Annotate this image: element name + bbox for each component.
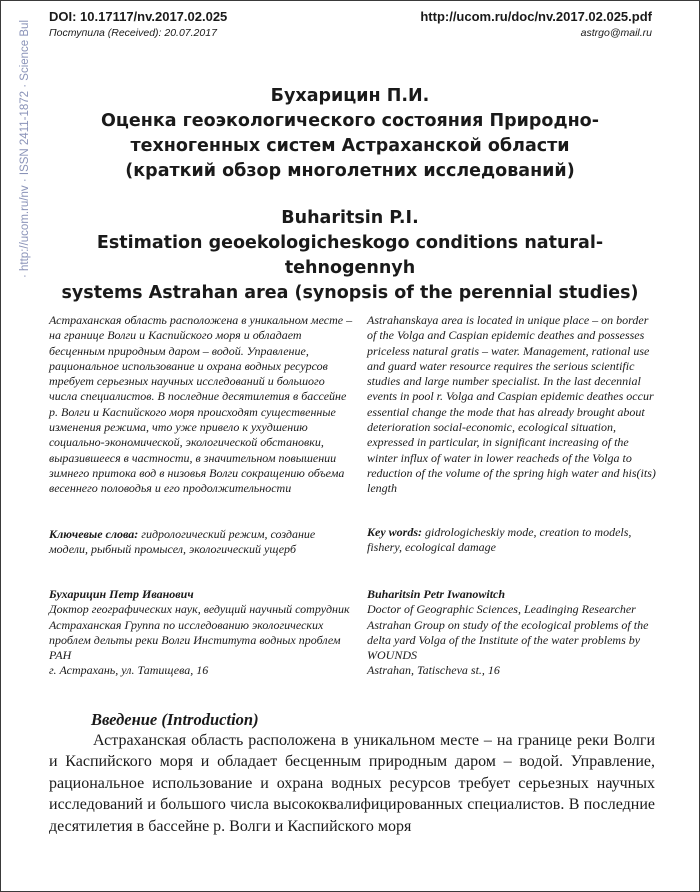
title-ru-line-2: техногенных систем Астраханской области: [130, 136, 570, 156]
pdf-link[interactable]: http://ucom.ru/doc/nv.2017.02.025.pdf: [420, 9, 652, 24]
title-ru-line-1: Оценка геоэкологического состояния Природно-: [101, 111, 599, 131]
introduction-text: Астраханская область расположена в уникальном месте – на границе реки Волги и Каспийского моря и обладает бесценным природным даром – водой. Управление, рациональное использование и охрана водных ресурсов требует серьезных научных исследований и большого числа высококвалифицированных специалистов. В последние десятилетия в бассейне р. Волги и Каспийского моря: [49, 732, 655, 835]
author-info-en: [367, 587, 657, 679]
abstract-ru: Астраханская область расположена в уникальном месте – на границе Волги и Каспийского моря и обладает бесценным природным даром – водой. Управление, рациональное использование и охрана водных ресурсов требует серьезных научных исследований и большого числа специалистов. В последние десятилетия в бассейне р. Волги и Каспийского моря происходят существенные изменения режима, что уже привело к ухудшению социально-экономической, экологической обстановки, выразившееся в частности, в значительном повышении зимнего притока вод в низовья Волги сокращению объема весеннего половодья и его продолжительности: [49, 313, 353, 496]
author-en-heading: Buharitsin P.I.: [281, 208, 419, 228]
keywords-ru-text: гидрологический режим, создание модели, рыбный промысел, экологический ущерб: [49, 527, 316, 557]
author-address-en: Astrahan, Tatischeva st., 16: [367, 663, 500, 678]
author-ru-heading: Бухарицин П.И.: [270, 86, 430, 106]
side-banner: [14, 4, 36, 294]
author-info-ru: [49, 587, 355, 679]
author-org-en: Astrahan Group on study of the ecological problems of the delta yard Volga of the Institute of the water problems by WOUNDS: [367, 617, 649, 663]
keywords-ru: [49, 527, 355, 558]
author-email[interactable]: astrgo@mail.ru: [580, 27, 652, 39]
author-degree-ru: Доктор географических наук, ведущий научный сотрудник: [49, 602, 350, 617]
received-date: Поступила (Received): 20.07.2017: [49, 27, 217, 39]
author-name-en: Buharitsin Petr Iwanowitch: [367, 587, 506, 601]
keywords-en-text: gidrologicheskiy mode, creation to models, fishery, ecological damage: [367, 525, 632, 555]
side-banner-text: · http://ucom.ru/nv · ISSN 2411-1872 · Science Bul: [19, 19, 31, 279]
introduction-heading: Введение (Introduction): [91, 710, 259, 729]
title-en: [60, 206, 640, 306]
keywords-ru-label: Ключевые слова:: [49, 527, 139, 541]
title-en-line-1: Estimation geoekologicheskogo conditions natural-tehnogennyh: [96, 233, 604, 278]
title-ru: [60, 84, 640, 184]
author-name-ru: Бухарицин Петр Иванович: [49, 587, 194, 601]
doi-text: DOI: 10.17117/nv.2017.02.025: [49, 9, 228, 24]
title-en-line-2: systems Astrahan area (synopsis of the perennial studies): [61, 283, 639, 303]
keywords-en: [367, 525, 657, 556]
abstract-en: Astrahanskaya area is located in unique place – on border of the Volga and Caspian epidemic deathes and possesses priceless natural gratis – water. Management, rational use and guard water resource requires the serious scientific studies and large number specialist. In the last decennial events in pool r. Volga and Caspian epidemic deathes occur essential change the mode that has already brought about deterioration social-economic, ecological situation, expressed in particular, in significant increasing of the winter influx of water in lower reacheds of the Volga to reduction of the volume of the spring high water and his(its) length: [367, 313, 656, 496]
title-ru-line-3: (краткий обзор многолетних исследований): [125, 161, 575, 181]
author-address-ru: г. Астрахань, ул. Татищева, 16: [49, 663, 209, 678]
author-org-ru: Астраханская Группа по исследованию экологических проблем дельты реки Волги Института водных проблем РАН: [49, 617, 341, 663]
author-degree-en: Doctor of Geographic Sciences, Leadinging Researcher: [367, 602, 636, 617]
keywords-en-label: Key words:: [367, 525, 422, 539]
